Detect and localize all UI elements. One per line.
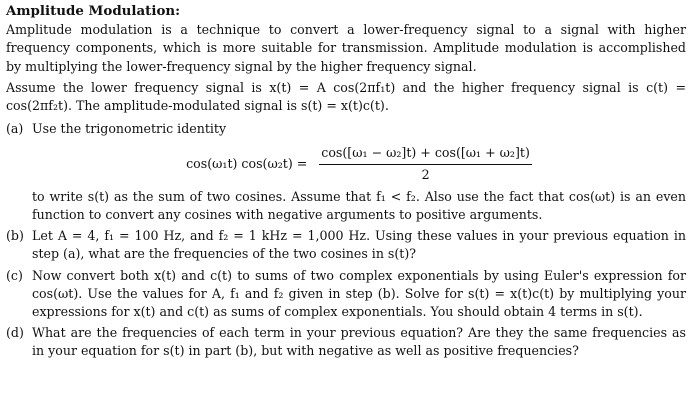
formula-denominator: 2	[421, 166, 430, 182]
question-c-body: Now convert both x(t) and c(t) to sums of two complex exponentials by using Euler's expression for cos(ωt). Use the values for A, f₁ and f₂ given in step (b). Solve for s(t) = x(t)c(t) by multiplying your expressions for x(t) and c(t) as sums of complex exponentials. You should obtain 4 terms in s(t).	[32, 267, 686, 320]
question-d-label: (d)	[6, 325, 24, 341]
formula-fraction	[319, 144, 532, 183]
page-title: Amplitude Modulation:	[6, 3, 181, 19]
question-list	[6, 120, 686, 360]
question-b	[6, 227, 686, 263]
question-c	[6, 267, 686, 322]
question-b-label: (b)	[6, 228, 24, 244]
trig-identity-formula	[32, 144, 686, 183]
question-a-intro: Use the trigonometric identity	[32, 121, 227, 137]
question-a-outro: to write s(t) as the sum of two cosines. Assume that f₁ < f₂. Also use the fact that cos(ωt) is an even function to convert any cosines with negative arguments to positive arguments.	[32, 188, 686, 223]
question-a	[6, 120, 686, 224]
question-a-label: (a)	[6, 121, 24, 137]
question-b-body: Let A = 4, f₁ = 100 Hz, and f₂ = 1 kHz = 1,000 Hz. Using these values in your previous equation in step (a), what are the frequencies of the two cosines in s(t)?	[32, 228, 686, 262]
question-d	[6, 324, 686, 360]
question-a-body	[32, 120, 686, 224]
question-c-label: (c)	[6, 267, 23, 283]
formula-numerator: cos([ω₁ − ω₂]t) + cos([ω₁ + ω₂]t)	[319, 144, 532, 164]
assumption-paragraph: Assume the lower frequency signal is x(t) = A cos(2πf₁t) and the higher frequency signal is c(t) = cos(2πf₂t). The amplitude-modulated signal is s(t) = x(t)c(t).	[6, 79, 686, 114]
formula-lhs: cos(ω₁t) cos(ω₂t) =	[186, 156, 308, 172]
intro-paragraph: Amplitude modulation is a technique to convert a lower-frequency signal to a signal with higher frequency components, which is more suitable for transmission. Amplitude modulation is accomplished by multiplying the lower-frequency signal by the higher frequency signal.	[6, 22, 686, 74]
question-d-body: What are the frequencies of each term in your previous equation? Are they the same frequencies as in your equation for s(t) in part (b), but with negative as well as positive frequencies?	[32, 325, 686, 359]
